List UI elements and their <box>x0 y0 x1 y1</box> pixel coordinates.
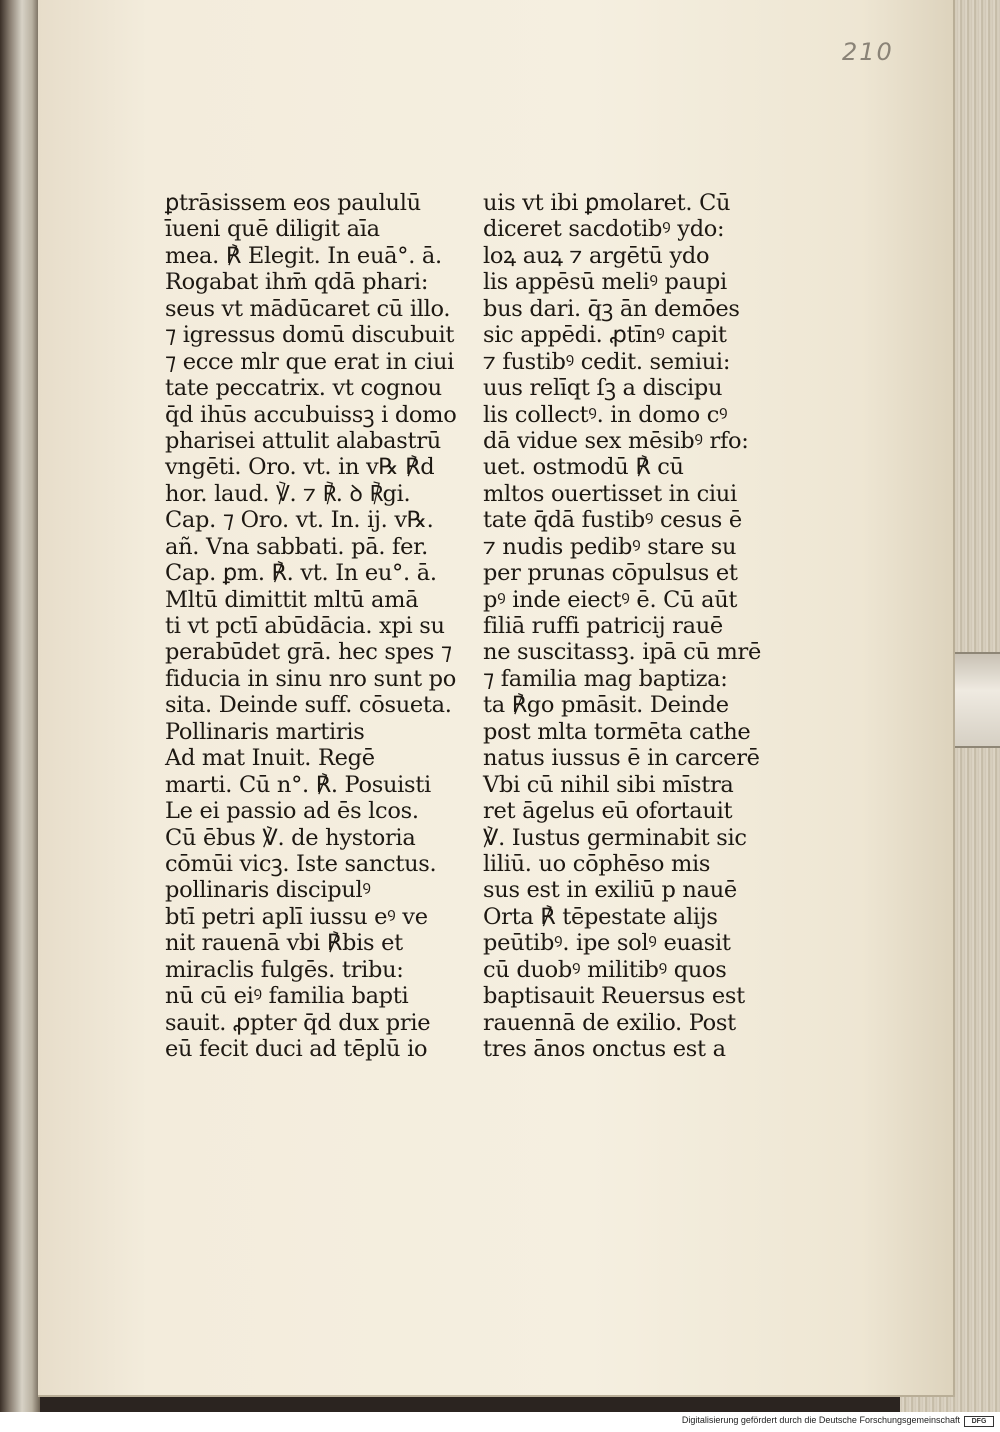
text-line: ret āgelus eū ofortauit <box>483 798 733 825</box>
text-line: post mlta tormēta cathe <box>483 718 751 745</box>
text-line: uus relīqt ſꝫ a discipu <box>483 375 723 402</box>
text-line: eū fecit duci ad tēplū io <box>165 1036 428 1062</box>
text-line: lis collectꝰ. in domo cꝰ <box>483 401 728 428</box>
text-line: Cap. ⁊ Oro. vt. In. ij. v℞. <box>165 507 434 534</box>
text-line: tate peccatrix. vt cognou <box>165 375 442 402</box>
text-line: ⁊ ecce mlr que erat in ciui <box>165 348 455 375</box>
text-line: nit rauenā vbi ℟bis et <box>165 930 403 957</box>
text-line: pꝰ inde eiectꝰ ē. Cū aūt <box>483 586 738 613</box>
text-line: ⁊ nudis pedibꝰ stare su <box>483 533 737 560</box>
text-line: ꝑtrāsissem eos paululū <box>165 190 421 216</box>
text-line: añ. Vna sabbati. pā. fer. <box>165 533 428 560</box>
text-line: q̄d ihūs accubuissꝫ i domo <box>165 401 457 428</box>
text-line: natus iussus ē in carcerē <box>483 745 760 772</box>
text-line: tate q̄dā fustibꝰ cesus ē <box>483 507 742 534</box>
text-line: uis vt ibi ꝑmolaret. Cū <box>483 190 731 216</box>
text-line: perabūdet grā. hec spes ⁊ <box>165 639 452 666</box>
text-line: sus est in exiliū p nauē <box>483 877 737 904</box>
book-spine <box>0 0 40 1412</box>
text-line: ℣. Iustus germinabit sic <box>483 824 747 851</box>
folio-number: 210 <box>842 38 894 66</box>
text-line: per prunas cōpulsus et <box>483 560 738 587</box>
text-line: miraclis fulgēs. tribu: <box>165 956 404 983</box>
text-line: diceret sacdotibꝰ ydo: <box>483 216 725 243</box>
text-line: hor. laud. ℣. ⁊ ℟. ꝺ ℟gi. <box>165 480 411 507</box>
text-line: ta ℟go pmāsit. Deinde <box>483 692 729 719</box>
text-line: īueni quē diligit aīa <box>165 216 380 243</box>
text-line: nū cū eiꝰ familia bapti <box>165 983 409 1010</box>
text-line: Vbi cū nihil sibi mīstra <box>483 771 734 798</box>
text-column-right <box>483 190 783 1062</box>
text-line: sauit. ꝓpter q̄d dux prie <box>165 1009 431 1036</box>
text-line: ⁊ fustibꝰ cedit. semiui: <box>483 348 731 375</box>
text-line: pharisei attulit alabastrū <box>165 427 441 454</box>
funding-credit: Digitalisierung gefördert durch die Deutsche Forschungsgemeinschaft <box>681 1415 960 1425</box>
text-line: Ad mat Inuit. Regē <box>165 745 375 772</box>
text-line: bus dari. q̄ꝫ ān demōes <box>483 295 740 322</box>
text-line: dā vidue sex mēsibꝰ rfo: <box>483 427 749 454</box>
text-line: ne suscitassꝫ. ipā cū mrē <box>483 639 762 666</box>
text-line: Cap. ꝑm. ℟. vt. In eu°. ā. <box>165 560 437 587</box>
text-line: Mltū dimittit mltū amā <box>165 586 419 613</box>
text-line: seus vt mādūcaret cū illo. <box>165 295 451 322</box>
text-line: rauennā de exilio. Post <box>483 1009 736 1036</box>
text-line: cū duobꝰ militibꝰ quos <box>483 956 727 983</box>
text-line: Cū ēbus ℣. de hystoria <box>165 824 416 851</box>
text-line: Rogabat ihm̄ qdā phari: <box>165 269 429 296</box>
text-line: ⁊ igressus domū discubuit <box>165 322 455 349</box>
footer-bar <box>0 1412 1000 1432</box>
text-line: vngēti. Oro. vt. in v℞ ℟d <box>165 454 435 481</box>
text-line: Le ei passio ad ēs lcos. <box>165 798 419 825</box>
text-line: Orta ℟ tēpestate alijs <box>483 903 718 930</box>
text-line: sita. Deinde suff. cōsueta. <box>165 692 452 719</box>
dfg-logo: DFG <box>964 1416 994 1427</box>
text-line: baptisauit Reuersus est <box>483 983 745 1010</box>
text-line: filiā ruffi patricij rauē <box>483 613 723 639</box>
text-line: uet. ostmodū ℟ cū <box>483 454 684 481</box>
text-line: tres ānos onctus est a <box>483 1036 726 1062</box>
text-line: mltos ouertisset in ciui <box>483 480 737 507</box>
text-column-left <box>165 190 465 1062</box>
text-line: loꝝ auꝝ ⁊ argētū ydo <box>483 242 710 269</box>
text-line: sic appēdi. ꝓtīnꝰ capit <box>483 322 727 349</box>
text-line: pollinaris discipulꝰ <box>165 877 371 904</box>
text-line: fiducia in sinu nro sunt po <box>165 665 457 692</box>
text-line: ti vt pctī abūdācia. xpi su <box>165 613 445 639</box>
text-line: liliū. uo cōphēso mis <box>483 850 711 877</box>
text-line: mea. ℟ Elegit. In euā°. ā. <box>165 242 442 269</box>
text-line: btī petri aplī iussu eꝰ ve <box>165 903 428 930</box>
text-line: lis appēsū meliꝰ paupi <box>483 269 727 296</box>
text-line: marti. Cū n°. ℟. Posuisti <box>165 771 431 798</box>
text-line: Pollinaris martiris <box>165 718 365 745</box>
text-line: ⁊ familia mag baptiza: <box>483 665 728 692</box>
text-line: cōmūi vicꝫ. Iste sanctus. <box>165 850 437 877</box>
text-line: peūtibꝰ. ipe solꝰ euasit <box>483 930 731 957</box>
